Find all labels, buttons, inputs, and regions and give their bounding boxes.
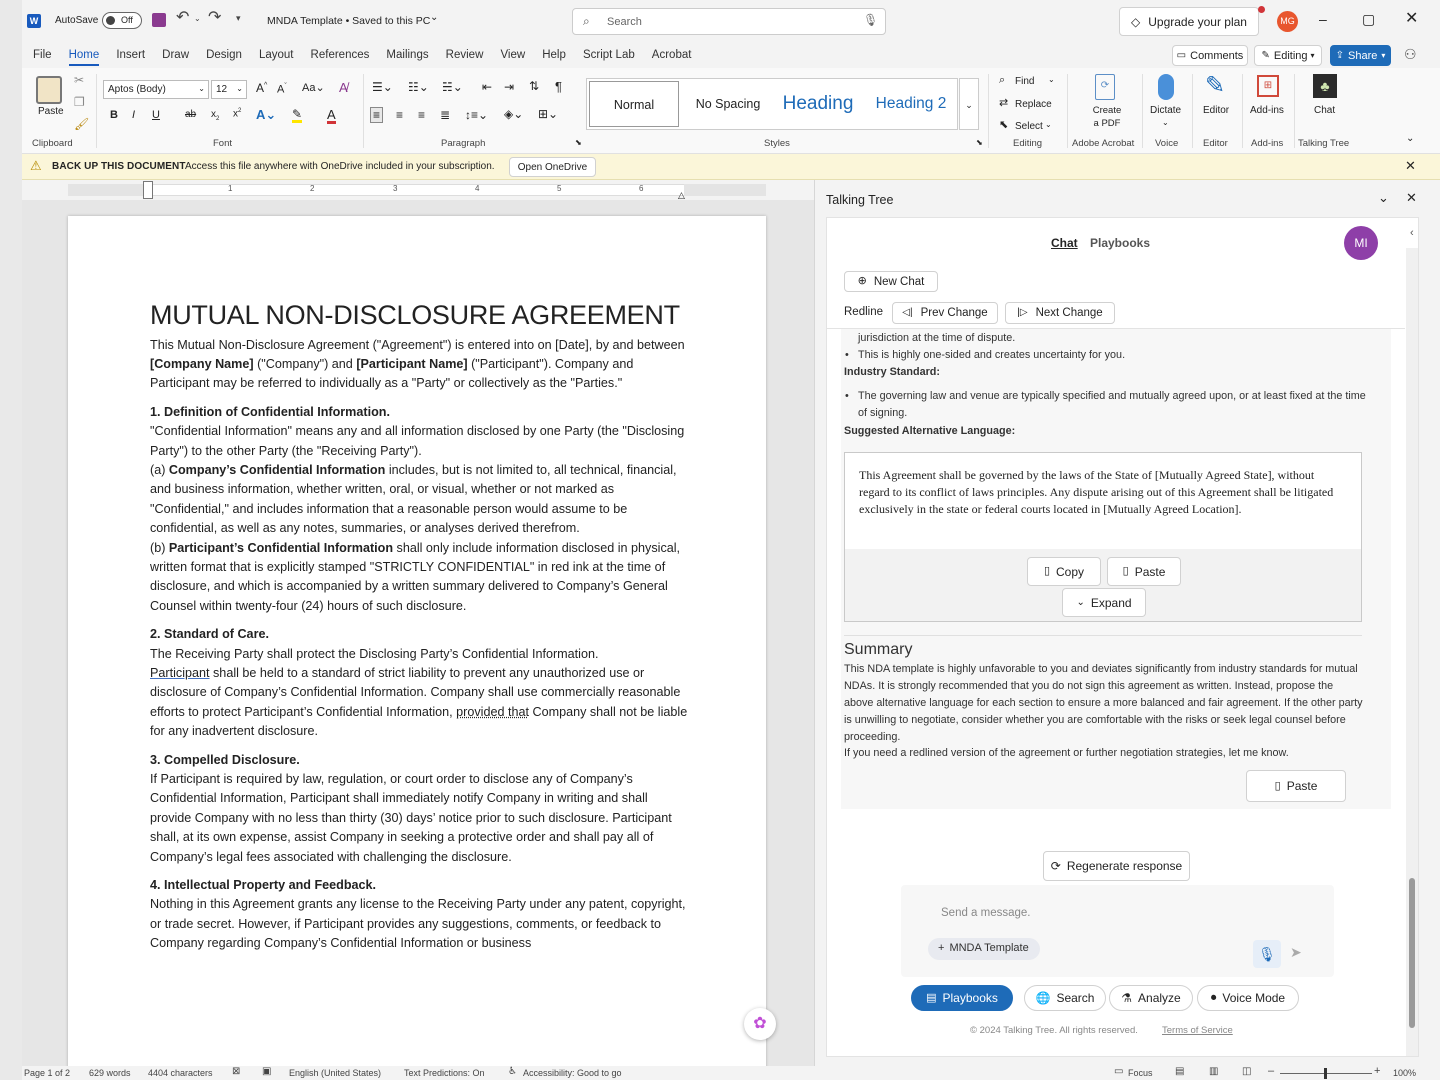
message-input[interactable]: Send a message. [941, 907, 1031, 919]
tab-review[interactable]: Review [445, 49, 484, 61]
send-icon[interactable]: ➤ [1290, 944, 1302, 960]
terms-link[interactable]: Terms of Service [1162, 1025, 1233, 1036]
shading-icon[interactable]: ◈⌄ [504, 107, 524, 121]
highlight-icon[interactable]: ✎ [292, 107, 303, 121]
group-divider [1192, 74, 1193, 148]
next-change-icon: |▷ [1017, 307, 1028, 318]
zoom-slider-thumb[interactable] [1324, 1068, 1327, 1079]
suggested-language-text[interactable]: This Agreement shall be governed by the laws of the State of [Mutually Agreed State], without regard to its conflict of laws principles. Any dispute arising out of this Agreement shall be litigated exclusively in the state or federal courts located in [Mutually Agreed Location]. [859, 468, 1334, 516]
align-right-icon[interactable]: ≡ [418, 108, 426, 122]
analyze-tool-button[interactable] [1109, 985, 1193, 1011]
minimize-icon[interactable]: – [1319, 11, 1327, 27]
maximize-icon[interactable]: ▢ [1362, 11, 1376, 27]
align-left-icon[interactable]: ≡ [370, 107, 383, 123]
group-label-editing: Editing [1013, 138, 1043, 149]
context-chip-label: MNDA Template [949, 942, 1029, 954]
comment-icon: ▭ [1176, 49, 1187, 61]
status-bar [22, 1066, 1440, 1080]
microphone-icon[interactable]: 🎙 [863, 13, 879, 27]
paste-label[interactable]: Paste [38, 106, 64, 117]
new-chat-button[interactable] [844, 271, 938, 292]
group-label-add-ins: Add-ins [1251, 138, 1284, 149]
prev-change-label: Prev Change [920, 307, 988, 319]
section-1-a[interactable]: (a) Company’s Confidential Information includes, but is not limited to, all technical, financial, and business information, whether written, oral, or visual, whether or not marked as "Confidential," and includes information that a reasonable person would assume to be confidential, as well as any notes, summaries, or analyses derived therefrom. [150, 462, 677, 536]
share-button[interactable]: ⇪ Share ▾ [1330, 45, 1391, 66]
search-tool-label: Search [1056, 991, 1095, 1005]
talking-tree-pane [814, 180, 1440, 1066]
close-icon[interactable]: ✕ [1405, 10, 1419, 27]
section-4-heading[interactable]: 4. Intellectual Property and Feedback. [150, 878, 377, 893]
focus-mode[interactable]: Focus [1128, 1068, 1153, 1078]
coauthor-icon[interactable]: ⚇ [1404, 46, 1417, 62]
infobar-close-icon[interactable]: ✕ [1405, 158, 1416, 173]
find-dropdown-icon[interactable]: ⌄ [1048, 75, 1055, 84]
align-center-icon[interactable]: ≡ [396, 108, 404, 122]
section-4-paragraph[interactable]: Nothing in this Agreement grants any license to the Receiving Party under any patent, copyright, or trade secret. However, if Participant provides any suggestions, comments, or feedback to Company regarding Company’s Confidential Information or business [150, 897, 686, 951]
tab-acrobat[interactable]: Acrobat [651, 49, 692, 61]
chat-label[interactable]: Chat [1314, 105, 1336, 116]
font-color-icon[interactable]: A [327, 107, 336, 122]
numbering-icon[interactable]: ☷⌄ [408, 80, 429, 94]
section-3-heading[interactable]: 3. Compelled Disclosure. [150, 752, 300, 767]
tab-home[interactable]: Home [69, 49, 100, 66]
upgrade-label: Upgrade your plan [1148, 14, 1247, 29]
infobar-message: Access this file anywhere with OneDrive included in your subscription. [185, 161, 495, 172]
warning-icon: ⚠ [30, 158, 42, 173]
tab-view[interactable]: View [500, 49, 526, 61]
paste-icon[interactable] [36, 76, 62, 104]
comments-button[interactable] [1172, 45, 1248, 66]
message-top-text: jurisdiction at the time of dispute. [858, 332, 1016, 344]
industry-standard-label: Industry Standard: [844, 366, 940, 378]
focus-icon: ▭ [1114, 1066, 1124, 1077]
document-title[interactable]: MNDA Template • Saved to this PC [267, 15, 431, 27]
copy-button[interactable] [1027, 557, 1101, 586]
word-count[interactable]: 629 words [89, 1068, 131, 1078]
search-box[interactable] [572, 8, 886, 35]
show-marks-icon[interactable]: ¶ [555, 79, 562, 94]
decrease-indent-icon[interactable]: ⇤ [482, 80, 493, 94]
pane-options-icon[interactable]: ⌄ [1378, 190, 1389, 205]
bullet-dot: • [845, 349, 849, 361]
group-divider [988, 74, 989, 148]
zoom-out-icon[interactable]: – [1268, 1065, 1275, 1077]
document-canvas[interactable] [22, 200, 814, 1066]
editing-label: Editing [1273, 49, 1308, 62]
new-chat-label: New Chat [873, 275, 925, 288]
expand-button[interactable] [1062, 588, 1146, 617]
group-label-voice: Voice [1155, 138, 1179, 149]
page-count[interactable]: Page 1 of 2 [24, 1068, 71, 1078]
tab-design[interactable]: Design [206, 49, 242, 61]
cut-icon[interactable]: ✂ [74, 73, 85, 87]
bullet-dot: • [845, 390, 849, 402]
group-divider [1242, 74, 1243, 148]
format-painter-icon[interactable]: 🖌 [74, 117, 90, 131]
accessibility-status[interactable]: Accessibility: Good to go [523, 1068, 622, 1078]
styles-launcher-icon[interactable]: ⬊ [976, 138, 983, 147]
upgrade-plan-button[interactable] [1119, 7, 1259, 36]
borders-icon[interactable]: ⊞⌄ [538, 107, 559, 121]
group-label-editor: Editor [1203, 138, 1228, 149]
paste-label: Paste [1134, 564, 1166, 579]
select-icon[interactable]: ⬉ [999, 119, 1009, 131]
replace-icon[interactable]: ⇄ [999, 97, 1009, 109]
group-label-adobe-acrobat: Adobe Acrobat [1072, 138, 1135, 149]
title-chevron-icon[interactable]: ⌄ [430, 12, 439, 23]
grow-font-icon[interactable]: A^ [256, 81, 268, 95]
analyze-tool-label: Analyze [1138, 991, 1181, 1005]
paste-response-label: Paste [1286, 779, 1318, 793]
create-pdf-icon[interactable]: ⟳ [1095, 74, 1115, 100]
summary-text-2: If you need a redlined version of the agreement or further negotiation strategies, let me know. [844, 747, 1289, 759]
document-body[interactable] [150, 296, 690, 954]
strikethrough-icon[interactable]: ab [185, 109, 197, 120]
group-divider [96, 74, 97, 148]
font-size-value: 12 [216, 84, 228, 95]
tab-playbooks[interactable]: Playbooks [1090, 236, 1151, 250]
ruler-label: 4 [475, 184, 480, 193]
group-label-clipboard: Clipboard [32, 138, 73, 149]
document-title[interactable]: MUTUAL NON-DISCLOSURE AGREEMENT [150, 300, 680, 330]
print-layout-icon[interactable]: ▥ [1209, 1066, 1219, 1077]
tab-layout[interactable]: Layout [258, 49, 294, 61]
read-mode-icon[interactable]: ▤ [1175, 1066, 1185, 1077]
notification-dot [1258, 6, 1265, 13]
group-divider [1294, 74, 1295, 148]
bold-icon[interactable]: B [110, 109, 118, 121]
subscript-icon[interactable]: $x_2$ [211, 109, 220, 122]
tab-file[interactable]: File [33, 49, 52, 61]
ruler-label: 5 [557, 184, 562, 193]
account-avatar[interactable]: MI [1344, 226, 1378, 260]
underline-icon[interactable]: U [152, 109, 160, 121]
regenerate-response-button[interactable] [1043, 851, 1190, 881]
line-spacing-icon[interactable]: ↕≡⌄ [465, 108, 489, 122]
playbooks-tool-label: Playbooks [942, 991, 998, 1005]
ruler-label: 2 [310, 184, 315, 193]
group-label-styles: Styles [764, 138, 790, 149]
pane-close-icon[interactable]: ✕ [1406, 190, 1417, 205]
word-app-icon: W [27, 14, 41, 28]
plus-circle-icon: ⊕ [857, 275, 867, 287]
chevron-down-icon: ⌄ [1076, 596, 1085, 608]
addins-icon[interactable]: ⊞ [1257, 75, 1279, 97]
group-label-paragraph: Paragraph [441, 138, 486, 149]
next-change-button[interactable] [1005, 302, 1115, 324]
section-2-paragraph-1[interactable]: The Receiving Party shall protect the Disclosing Party’s Confidential Information. [150, 646, 599, 661]
section-3-paragraph[interactable]: If Participant is required by law, regulation, or court order to disclose any of Company’s Confidential Information, Participant shall immediately notify Company in writing and shall provide Company with no less than thirty (30) days’ notice prior to such disclosure. Participant shall, at its own expense, assist Company in seeking a protective order and shall pay all of Company’s legal fees associated with challenging the disclosure. [150, 772, 672, 864]
change-case-icon[interactable]: Aa⌄ [302, 82, 325, 94]
font-size-select[interactable]: 12 ⌄ [211, 80, 247, 99]
book-icon: ▤ [926, 991, 937, 1004]
editor-icon[interactable]: ✎ [1205, 72, 1226, 99]
backup-info-bar [22, 154, 1440, 180]
font-name-value: Aptos (Body) [108, 84, 166, 95]
chat-message-area[interactable] [827, 329, 1405, 809]
tab-draw[interactable]: Draw [162, 49, 190, 61]
select-label[interactable]: Select [1015, 121, 1043, 132]
group-divider [363, 74, 364, 148]
pane-scrollbar-thumb[interactable] [1409, 878, 1415, 1028]
clipboard-icon: ▯ [1122, 565, 1129, 577]
zoom-in-icon[interactable]: + [1374, 1065, 1381, 1077]
tab-mailings[interactable]: Mailings [386, 49, 429, 61]
dictate-icon[interactable] [1158, 74, 1174, 100]
search-placeholder: Search [607, 16, 642, 28]
intro-paragraph[interactable]: This Mutual Non-Disclosure Agreement ("Agreement") is entered into on [Date], by and between [Company Name] ("Company") and [Participant Name] ("Participant"). Company and Participant may be referred to individually as a "Party" or collectively as the "Parties." [150, 337, 685, 391]
group-label-talking-tree: Talking Tree [1298, 138, 1350, 149]
copy-icon[interactable]: ❐ [74, 95, 85, 109]
ruler-label: 1 [228, 184, 233, 193]
undo-dropdown-icon[interactable]: ⌄ [194, 14, 201, 23]
message-bullet-2: The governing law and venue are typically specified and mutually agreed upon, or at least fixed at the time of signing. [858, 390, 1366, 419]
voice-mode-button[interactable] [1197, 985, 1299, 1011]
panel-collapse-icon[interactable]: ‹ [1410, 227, 1414, 239]
section-1-b[interactable]: (b) Participant’s Confidential Information shall only include information disclosed in physical, written format that is explicitly stamped "STRICTLY CONFIDENTIAL" in red ink at the time of disclosure, and which is accompanied by a written summary delivered to Company’s General Counsel within twenty-four (24) hours of such disclosure. [150, 540, 681, 613]
open-onedrive-button[interactable]: Open OneDrive [509, 157, 596, 177]
prev-change-icon: ◁| [902, 307, 913, 318]
find-icon[interactable]: ⌕ [999, 74, 1006, 86]
select-dropdown-icon[interactable]: ⌄ [1045, 120, 1052, 129]
style-heading[interactable]: Heading [782, 93, 854, 114]
macro-icon[interactable]: ▣ [262, 1066, 272, 1077]
pencil-icon: ✎ [1261, 49, 1270, 61]
summary-title: Summary [844, 641, 913, 658]
tab-insert[interactable]: Insert [116, 49, 146, 61]
paragraph-launcher-icon[interactable]: ⬊ [575, 138, 582, 147]
autosave-toggle[interactable] [102, 12, 142, 29]
autosave-label: AutoSave [55, 15, 99, 26]
collapse-ribbon-icon[interactable]: ⌄ [1406, 133, 1415, 144]
group-divider [1067, 74, 1068, 148]
section-1-heading[interactable]: 1. Definition of Confidential Information. [150, 404, 390, 419]
title-bar [22, 0, 1440, 44]
group-divider [1142, 74, 1143, 148]
pane-title: Talking Tree [826, 193, 894, 207]
next-change-label: Next Change [1035, 307, 1103, 319]
save-icon[interactable] [152, 13, 166, 27]
increase-indent-icon[interactable]: ⇥ [504, 80, 515, 94]
talking-tree-chat-icon[interactable]: ♣ [1313, 74, 1337, 98]
ruler-label: 3 [393, 184, 398, 193]
style-no-spacing[interactable]: No Spacing [695, 97, 761, 111]
playbooks-tool-button[interactable] [911, 985, 1013, 1011]
expand-label: Expand [1090, 595, 1132, 610]
find-label[interactable]: Find [1015, 76, 1035, 87]
share-label: Share [1348, 49, 1378, 62]
undo-icon[interactable]: ↶ [176, 9, 190, 26]
summary-divider [844, 635, 1362, 636]
customize-qat-icon[interactable]: ▾ [236, 13, 241, 23]
editing-mode-button[interactable]: ✎ Editing ▾ [1254, 45, 1322, 66]
style-heading-2[interactable]: Heading 2 [875, 95, 947, 112]
editor-label[interactable]: Editor [1203, 105, 1230, 116]
infobar-title: BACK UP THIS DOCUMENT [52, 161, 186, 172]
refresh-icon: ⟳ [1050, 859, 1061, 873]
voice-mode-label: Voice Mode [1222, 991, 1286, 1005]
tab-chat[interactable]: Chat [1051, 236, 1078, 250]
ribbon-home [22, 68, 1440, 154]
italic-icon[interactable]: I [132, 109, 136, 121]
copilot-icon[interactable]: ✿ [744, 1008, 776, 1040]
horizontal-ruler [22, 180, 814, 200]
window-left-edge [0, 0, 22, 1080]
ribbon-tabs [22, 44, 1440, 68]
section-2-heading[interactable]: 2. Standard of Care. [150, 627, 269, 642]
prev-change-button[interactable] [892, 302, 998, 324]
zoom-level[interactable]: 100% [1393, 1068, 1417, 1078]
voice-wave-icon: ⏺ [1210, 991, 1217, 1004]
suggested-language-box [845, 453, 1361, 549]
web-layout-icon[interactable]: ◫ [1242, 1066, 1252, 1077]
user-avatar[interactable]: MG [1277, 11, 1298, 32]
replace-label[interactable]: Replace [1015, 99, 1052, 110]
search-tool-button[interactable] [1024, 985, 1106, 1011]
accessibility-icon: ♿ [508, 1066, 517, 1077]
autosave-state: Off [121, 15, 133, 25]
justify-icon[interactable]: ≣ [440, 108, 451, 122]
addins-label[interactable]: Add-ins [1250, 105, 1284, 116]
addin-frame [826, 217, 1419, 1057]
message-bullet-1: This is highly one-sided and creates uncertainty for you. [858, 349, 1126, 361]
shrink-font-icon[interactable]: $A^ˇ$ [277, 83, 287, 96]
ruler-right-indent-marker[interactable]: △ [678, 190, 685, 200]
comments-label: Comments [1190, 49, 1244, 62]
ruler-label: 6 [639, 184, 644, 193]
assistant-message [841, 329, 1391, 809]
character-count[interactable]: 4404 characters [148, 1068, 213, 1078]
tab-help[interactable]: Help [542, 49, 566, 61]
sort-icon[interactable]: ⇅ [529, 79, 540, 93]
regenerate-label: Regenerate response [1066, 859, 1183, 873]
create-pdf-label[interactable]: Create a PDF [1092, 105, 1122, 129]
group-label-font: Font [213, 138, 233, 149]
flask-icon: ⚗ [1121, 991, 1133, 1005]
plus-icon: + [938, 942, 945, 954]
redo-icon[interactable]: ↷ [208, 9, 222, 26]
language-status[interactable]: English (United States) [289, 1068, 382, 1078]
font-name-select[interactable]: Aptos (Body) ⌄ [103, 80, 209, 99]
search-icon: ⌕ [583, 14, 590, 28]
ruler-indent-marker[interactable] [143, 181, 153, 199]
copy-icon: ▯ [1043, 565, 1051, 577]
dictate-dropdown-icon[interactable]: ⌄ [1162, 118, 1169, 127]
text-effects-icon[interactable]: A⌄ [256, 107, 277, 122]
style-normal[interactable]: Normal [589, 81, 679, 127]
suggested-language-card [844, 452, 1362, 622]
voice-input-icon[interactable]: 🎙 [1253, 940, 1281, 968]
share-icon: ⇪ [1335, 49, 1344, 61]
clipboard-icon: ▯ [1274, 779, 1281, 792]
bullets-icon[interactable]: ☰⌄ [372, 80, 393, 94]
paste-button[interactable] [1107, 557, 1181, 586]
globe-icon: 🌐 [1035, 991, 1051, 1005]
document-page[interactable] [68, 216, 766, 1066]
proofing-icon[interactable]: ⊠ [232, 1066, 241, 1077]
clear-formatting-icon[interactable]: A̸ [339, 80, 348, 95]
redline-label: Redline [844, 306, 883, 318]
section-2-paragraph-2[interactable]: Participant shall be held to a standard of strict liability to prevent any unauthorized use or disclosure of Company’s Confidential Information. Company shall use commercially reasonable efforts to protect Participant’s Confidential Information, provided that Company shall not be liable for any inadvertent disclosure. [150, 666, 688, 739]
footer-copyright: © 2024 Talking Tree. All rights reserved. [970, 1025, 1138, 1036]
multilevel-list-icon[interactable]: ☵⌄ [442, 80, 463, 94]
text-predictions-status[interactable]: Text Predictions: On [404, 1068, 485, 1078]
message-composer [901, 885, 1334, 977]
copy-label: Copy [1056, 564, 1085, 579]
section-1-paragraph[interactable]: "Confidential Information" means any and all information disclosed by one Party (the "Disclosing Party") to the other Party (the "Receiving Party"). [150, 424, 685, 458]
tab-references[interactable]: References [310, 49, 370, 61]
summary-text: This NDA template is highly unfavorable to you and deviates significantly from industry standards for mutual NDAs. It is strongly recommended that you do not sign this agreement as written. Instead, propose the above alternative language for each section to ensure a more balanced and fair agreement. If the other party is unwilling to negotiate, consider whether you are comfortable with the risks or seek legal counsel before proceeding. [844, 663, 1363, 743]
suggested-language-label: Suggested Alternative Language: [844, 425, 1016, 437]
styles-more-button[interactable]: ⌄ [959, 78, 979, 130]
tab-script-lab[interactable]: Script Lab [582, 49, 635, 61]
diamond-icon: ◇ [1131, 14, 1141, 29]
tool-buttons [911, 985, 1331, 1011]
paste-response-button[interactable] [1246, 770, 1346, 802]
superscript-icon[interactable]: $x^2$ [233, 108, 242, 120]
context-chip[interactable] [928, 938, 1040, 960]
dictate-label[interactable]: Dictate [1150, 105, 1182, 116]
